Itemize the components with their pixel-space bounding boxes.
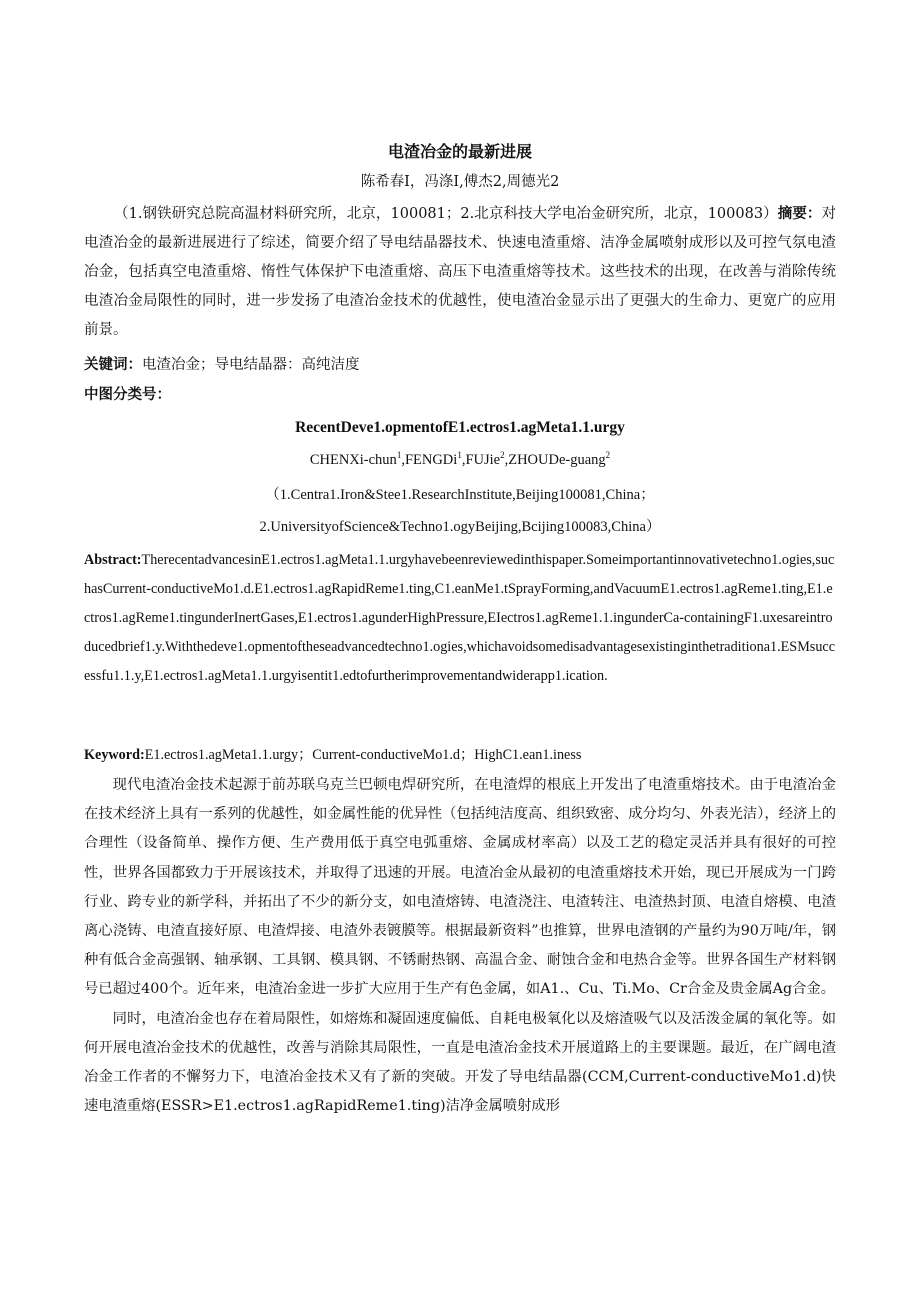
affiliation-en-1: （1.Centra1.Iron&Stee1.ResearchInstitute,Beijing100081,China；	[265, 487, 655, 503]
author-en-4: ,ZHOUDe-guang	[504, 452, 606, 468]
body-paragraph-2: 同时，电渣冶金也存在着局限性，如熔炼和凝固速度偏低、自耗电极氧化以及熔渣吸气以及活泼金属的氧化等。如何开展电渣冶金技术的优越性，改善与消除其局限性，一直是电渣冶金技术开展道路上的主要课题。最近，在广阔电渣冶金工作者的不懈努力下，电渣冶金技术又有了新的突破。开发了导电结晶器(CCM,Current-conductiveMo1.d)快速电渣重熔(ESSR>E1.ectros1.agRapidReme1.ting)洁净金属喷射成形	[84, 1010, 836, 1115]
author-en-2-sup: 1	[457, 450, 462, 461]
author-en-2: ,FENGDi	[401, 452, 458, 468]
keyword-en-text: E1.ectros1.agMeta1.1.urgy；Current-conductiveMo1.d；HighC1.ean1.iness	[144, 747, 582, 763]
abstract-en-label: Abstract:	[84, 552, 142, 568]
keyword-en-line	[84, 744, 836, 764]
authors-cn: 陈希春I，冯涤I,傅杰2,周德光2	[360, 174, 560, 190]
clc-label: 中图分类号：	[84, 386, 171, 403]
keywords-cn-line	[84, 353, 836, 374]
author-en-1: CHENXi-chun	[309, 452, 397, 468]
affiliation-cn: （1.钢铁研究总院高温材料研究所，北京，100081；2.北京科技大学电冶金研究所，北京，100083）	[114, 206, 778, 222]
author-en-4-sup: 2	[605, 450, 611, 461]
paper-title-cn: 电渣冶金的最新进展	[387, 142, 532, 161]
authors-en	[84, 452, 836, 469]
abstract-cn-block	[84, 199, 836, 345]
keywords-cn-label: 关键词：	[84, 356, 142, 373]
keywords-cn-text: 电渣冶金；导电结晶器：高纯洁度	[142, 357, 360, 373]
abstract-en-block	[84, 546, 836, 691]
keyword-en-label: Keyword:	[84, 747, 145, 763]
author-en-3-sup: 2	[500, 450, 505, 461]
abstract-cn-label: 摘要：	[777, 205, 822, 222]
abstract-en-text: TherecentadvancesinE1.ectros1.agMeta1.1.urgyhavebeenreviewedinthispaper.Someimportantinnovativetechno1.ogies,suchasCurrent-conductiveMo1.d.E1.ectros1.agRapidReme1.ting,C1.eanMe1.tSprayForming,andVacuumE1.ectros1.agReme1.ting,E1.ectros1.agReme1.tingunderInertGases,E1.ectros1.agunderHighPressure,EIectros1.agReme1.1.ingunderCa-containingF1.uxesareintroducedbrief1.y.Withthedeve1.opmentoftheseadvancedtechno1.ogies,whichavoidsomedisadvantagesexistinginthetraditiona1.ESMsuccessfu1.1.y,E1.ectros1.agMeta1.1.urgyisentit1.edtofurtherimprovementandwiderapp1.ication.	[84, 552, 836, 684]
body-text	[84, 771, 836, 1121]
body-paragraph-1: 现代电渣冶金技术起源于前苏联乌克兰巴顿电焊研究所，在电渣焊的根底上开发出了电渣重熔技术。由于电渣冶金在技术经济上具有一系列的优越性，如金属性能的优异性（包括纯洁度高、组织致密、成分均匀、外表光洁），经济上的合理性（设备简单、操作方便、生产费用低于真空电弧重熔、金属成材率高）以及工艺的稳定灵活并具有很好的可控性，世界各国都致力于开展该技术，并取得了迅速的开展。电渣冶金从最初的电渣重熔技术开始，现已开展成为一门跨行业、跨专业的新学科，并拓出了不少的新分支，如电渣熔铸、电渣浇注、电渣转注、电渣热封顶、电渣自熔模、电渣离心浇铸、电渣直接好原、电渣焊接、电渣外表镀膜等。根据最新资料”也推算，世界电渣钢的产量约为90万吨/年，钢种有低合金高强钢、轴承钢、工具钢、模具钢、不锈耐热钢、高温合金、耐蚀合金和电热合金等。世界各国生产材料钢号已超过400个。近年来，电渣冶金进一步扩大应用于生产有色金属，如A1.、Cu、Ti.Mo、Cr合金及贵金属Ag合金。	[84, 777, 836, 998]
author-en-1-sup: 1	[396, 450, 402, 461]
abstract-cn-text: 对电渣冶金的最新进展进行了综述，简要介绍了导电结晶器技术、快速电渣重熔、洁净金属喷射成形以及可控气氛电渣冶金，包括真空电渣重熔、惰性气体保护下电渣重熔、高压下电渣重熔等技术。这些技术的出现，在改善与消除传统电渣冶金局限性的同时，进一步发扬了电渣冶金技术的优越性，使电渣冶金显示出了更强大的生命力、更宽广的应用前景。	[84, 206, 836, 338]
author-en-3: ,FUJie	[461, 452, 501, 468]
paper-title-en: RecentDeve1.opmentofE1.ectros1.agMeta1.1.urgy	[295, 419, 625, 436]
affiliation-en-2: 2.UniversityofScience&Techno1.ogyBeijing,Bcijing100083,China）	[259, 519, 661, 535]
